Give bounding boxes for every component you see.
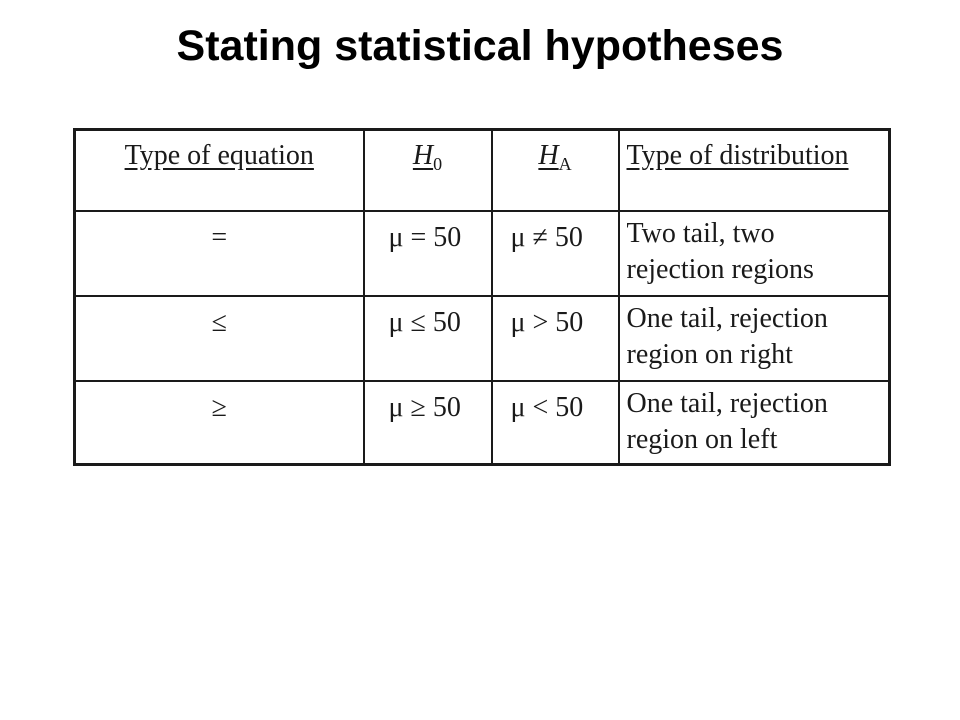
h0-cell: μ ≥ 50 [388, 391, 461, 423]
header-ha-subscript: A [558, 154, 572, 174]
hypotheses-table [73, 128, 891, 466]
ha-cell: μ < 50 [510, 391, 584, 423]
distribution-line-2: rejection regions [626, 253, 814, 285]
header-cell-h0 [364, 130, 492, 211]
equation-cell: ≤ [211, 306, 227, 338]
header-cell-type-of-equation [75, 130, 364, 211]
distribution-line-1: One tail, rejection [626, 302, 828, 334]
ha-cell: μ > 50 [510, 306, 584, 338]
header-cell-ha [492, 130, 619, 211]
table-row [75, 296, 890, 381]
header-type-of-equation: Type of equation [124, 140, 314, 171]
ha-cell: μ ≠ 50 [510, 221, 583, 253]
distribution-line-2: region on right [626, 338, 793, 370]
header-ha [493, 131, 618, 175]
header-h0 [365, 131, 491, 175]
table-header-row [75, 130, 890, 211]
distribution-line-2: region on left [626, 423, 778, 455]
equation-cell: ≥ [211, 391, 227, 423]
header-type-of-distribution: Type of distribution [626, 140, 849, 171]
header-h0-subscript: 0 [433, 154, 443, 174]
header-ha-letter: H [538, 140, 559, 171]
table-row [75, 211, 890, 296]
h0-cell: μ ≤ 50 [388, 306, 461, 338]
distribution-line-1: Two tail, two [626, 217, 775, 249]
h0-cell: μ = 50 [388, 221, 462, 253]
distribution-cell [620, 297, 889, 373]
distribution-line-1: One tail, rejection [626, 387, 828, 419]
equation-cell: = [211, 221, 228, 253]
table-row [75, 381, 890, 465]
slide-title: Stating statistical hypotheses [176, 22, 784, 70]
header-cell-type-of-distribution [619, 130, 890, 211]
distribution-cell [620, 382, 889, 458]
header-h0-letter: H [412, 140, 434, 171]
distribution-cell [620, 212, 889, 288]
